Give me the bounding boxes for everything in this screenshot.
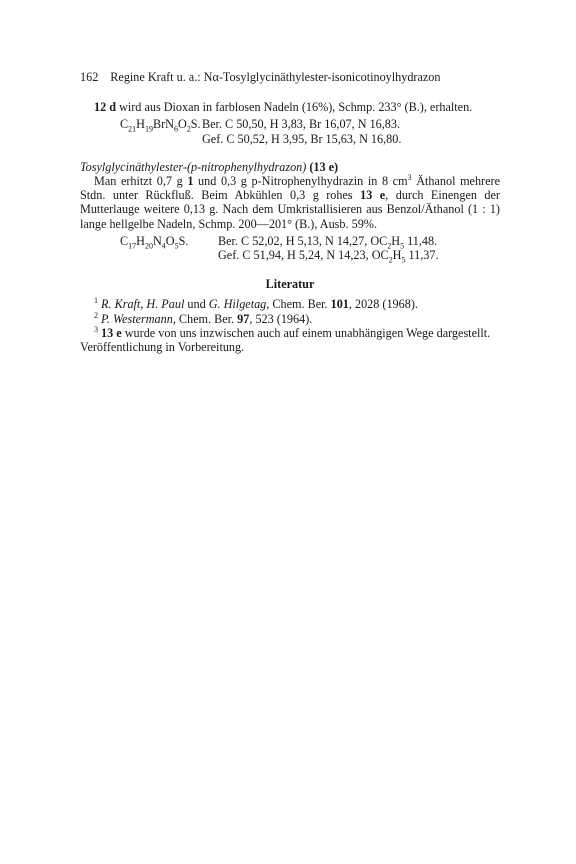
page-header <box>80 70 500 84</box>
analysis-block-13e <box>80 233 500 265</box>
reference-item: $^1$ R. Kraft, H. Paul und G. Hilgetag, Chem. Ber. 101, 2028 (1968). <box>94 296 418 312</box>
references-title: Literatur <box>265 277 315 292</box>
calculated-values: Ber. C 52,02, H 5,13, N 14,27, $OC_2H_5$ 11,48. <box>218 233 438 251</box>
running-title: Regine Kraft u. a.: Nα-Tosylglycinäthylester-isonicotinoylhydrazon <box>110 70 441 84</box>
paragraph-13e: Man erhitzt 0,7 g 1 und 0,3 g p-Nitrophenylhydrazin in 8 $cm^3$ Äthanol mehrere Stdn. unter Rückfluß. Beim Abkühlen 0,3 g rohes 13 e, durch Einengen der Mutterlauge weitere 0,13 g. Nach dem Umkristallisieren aus Benzol/Äthanol (1 : 1) lange hellgelbe Nadeln, Schmp. 200—201° (B.), Ausb. 59%. <box>80 172 500 231</box>
section-heading: Tosylglycinäthylester-(p-nitrophenylhydrazon) (13 e) <box>80 159 339 174</box>
molecular-formula: $C_{21}H_{19}BrN_6O_2S$. <box>120 117 201 134</box>
paragraph-12d: 12 d wird aus Dioxan in farblosen Nadeln (16%), Schmp. 233° (B.), erhalten. <box>94 100 473 115</box>
section-13e <box>80 159 500 265</box>
reference-item: $^3$ 13 e wurde von uns inzwischen auch auf einem unabhängigen Wege dargestellt. Veröffentlichung in Vorbereitung. <box>80 324 491 355</box>
references-list <box>80 297 500 354</box>
found-values: Gef. C 51,94, H 5,24, N 14,23, $OC_2H_5$ 11,37. <box>218 248 439 265</box>
calculated-values: Ber. C 50,50, H 3,83, Br 16,07, N 16,83. <box>202 117 401 132</box>
found-values: Gef. C 50,52, H 3,95, Br 15,63, N 16,80. <box>202 131 402 146</box>
molecular-formula: $C_{17}H_{20}N_4O_5S$. <box>120 233 189 251</box>
page <box>80 70 500 354</box>
compound-label: 12 d <box>94 100 117 115</box>
section-12d <box>80 100 500 146</box>
page-number: 162 <box>80 70 99 84</box>
analysis-block-12d <box>80 117 500 145</box>
reference-item: $^2$ P. Westermann, Chem. Ber. 97, 523 (1964). <box>94 310 313 326</box>
